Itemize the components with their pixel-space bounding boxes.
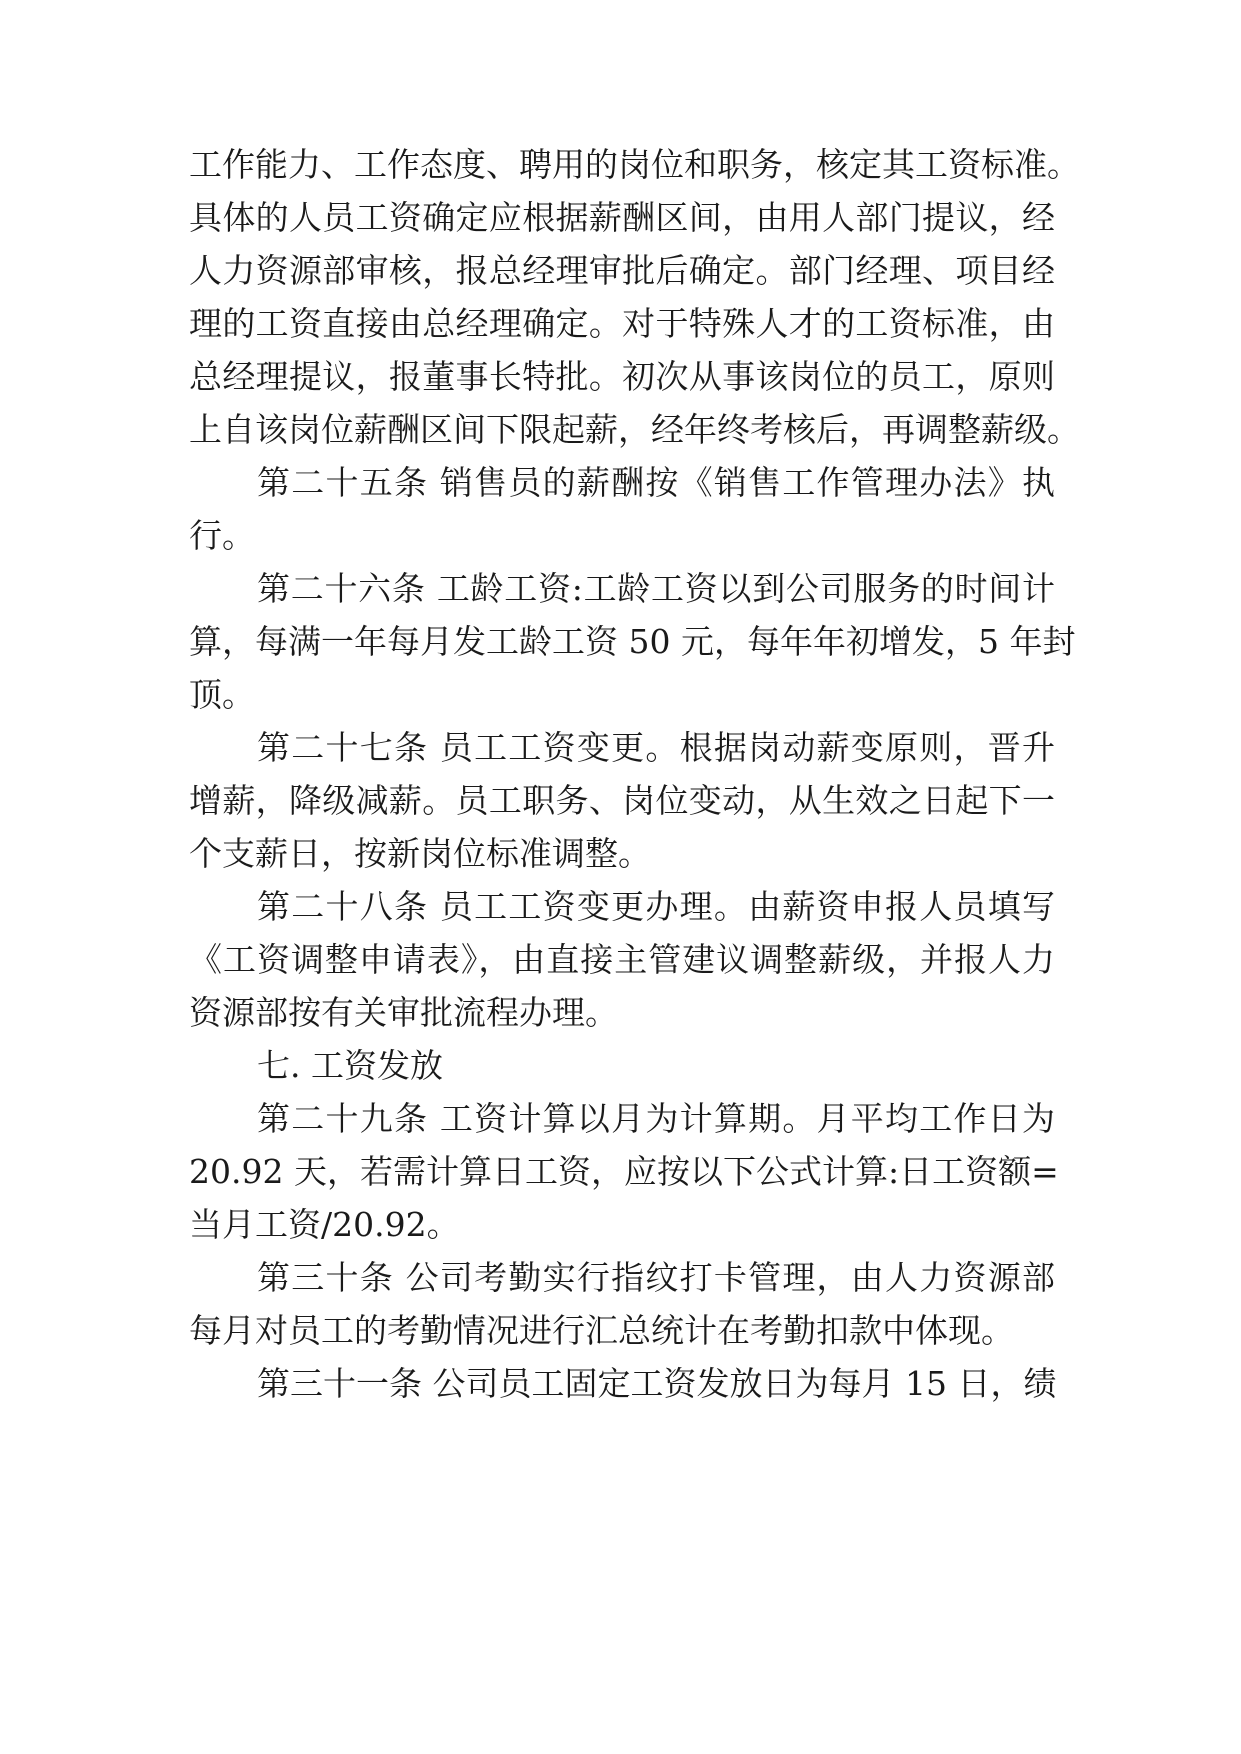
text-line: 总经理提议，报董事长特批。初次从事该岗位的员工，原则 — [189, 357, 1055, 396]
section-heading: 七. 工资发放 — [257, 1046, 443, 1085]
text-line: 《工资调整申请表》，由直接主管建议调整薪级，并报人力 — [189, 940, 1055, 979]
text-line: 资源部按有关审批流程办理。 — [189, 993, 618, 1032]
text-line: 每月对员工的考勤情况进行汇总统计在考勤扣款中体现。 — [189, 1311, 1014, 1350]
article-26-heading: 第二十六条 工龄工资:工龄工资以到公司服务的时间计 — [257, 569, 1055, 608]
text-line: 上自该岗位薪酬区间下限起薪，经年终考核后，再调整薪级。 — [189, 410, 1080, 449]
article-25-heading: 第二十五条 销售员的薪酬按《销售工作管理办法》执 — [257, 463, 1055, 502]
text-line: 行。 — [189, 516, 255, 555]
text-line: 理的工资直接由总经理确定。对于特殊人才的工资标准，由 — [189, 304, 1055, 343]
article-28-heading: 第二十八条 员工工资变更办理。由薪资申报人员填写 — [257, 887, 1055, 926]
text-line: 工作能力、工作态度、聘用的岗位和职务，核定其工资标准。 — [189, 145, 1080, 184]
text-line: 算，每满一年每月发工龄工资 50 元，每年年初增发，5 年封 — [189, 622, 1076, 661]
text-line: 人力资源部审核，报总经理审批后确定。部门经理、项目经 — [189, 251, 1055, 290]
article-31-heading: 第三十一条 公司员工固定工资发放日为每月 15 日，绩 — [257, 1364, 1057, 1403]
article-27-heading: 第二十七条 员工工资变更。根据岗动薪变原则，晋升 — [257, 728, 1055, 767]
text-line: 顶。 — [189, 675, 255, 714]
text-line: 个支薪日，按新岗位标准调整。 — [189, 834, 651, 873]
article-30-heading: 第三十条 公司考勤实行指纹打卡管理，由人力资源部 — [257, 1258, 1055, 1297]
text-line: 当月工资/20.92。 — [189, 1205, 460, 1244]
text-line: 具体的人员工资确定应根据薪酬区间，由用人部门提议，经 — [189, 198, 1055, 237]
text-line: 20.92 天，若需计算日工资，应按以下公式计算:日工资额= — [189, 1152, 1059, 1191]
article-29-heading: 第二十九条 工资计算以月为计算期。月平均工作日为 — [257, 1099, 1055, 1138]
text-line: 增薪，降级减薪。员工职务、岗位变动，从生效之日起下一 — [189, 781, 1055, 820]
